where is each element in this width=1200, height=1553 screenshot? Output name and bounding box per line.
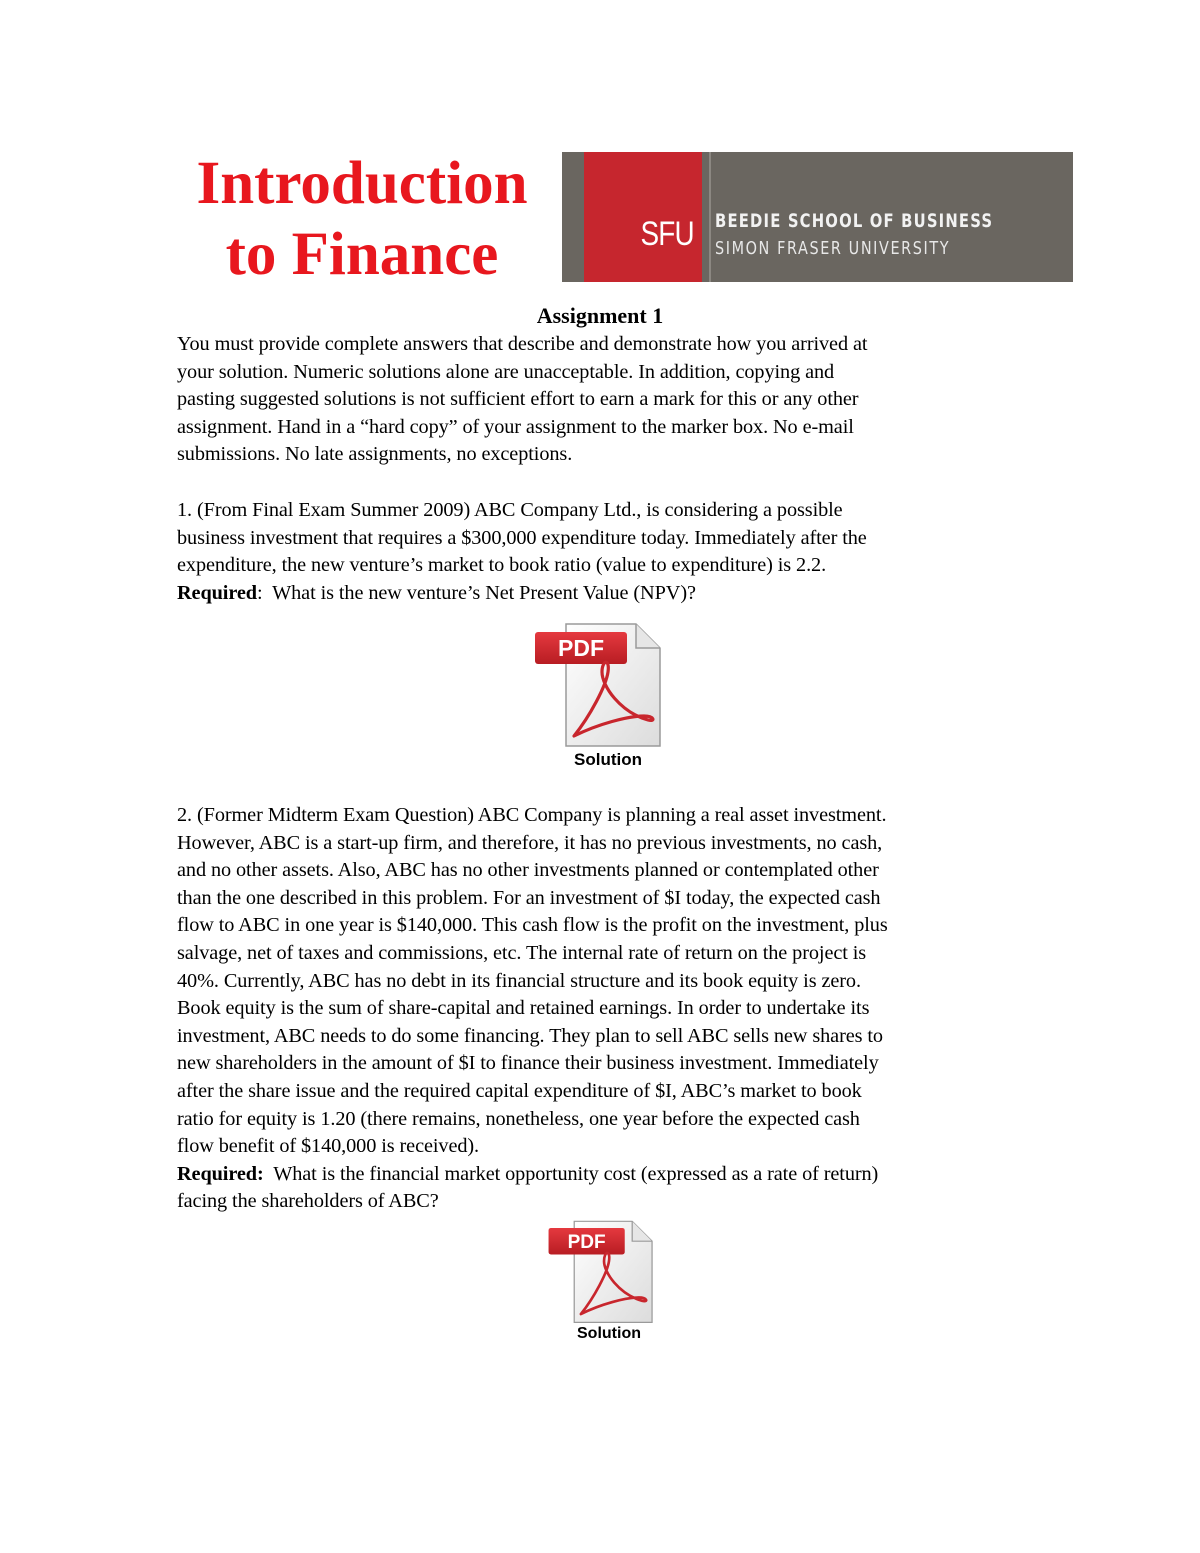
paragraph-line: business investment that requires a $300,000 expenditure today. Immediately after the: [177, 526, 867, 549]
paragraph-line: However, ABC is a start-up firm, and therefore, it has no previous investments, no cash,: [177, 831, 883, 854]
paragraph-line: new shareholders in the amount of $I to finance their business investment. Immediately: [177, 1052, 879, 1075]
logo-school-name: BEEDIE SCHOOL OF BUSINESS: [715, 210, 994, 232]
pdf-file-icon: [544, 1218, 674, 1324]
solution-2-pdf-link[interactable]: [544, 1218, 674, 1348]
logo-university-name: SIMON FRASER UNIVERSITY: [715, 238, 951, 259]
paragraph-line: assignment. Hand in a “hard copy” of your assignment to the marker box. No e-mail: [177, 415, 854, 438]
paragraph-line: investment, ABC needs to do some financing. They plan to sell ABC sells new shares to: [177, 1024, 883, 1047]
pdf-file-icon: [532, 620, 684, 748]
paragraph-line: after the share issue and the required capital expenditure of $I, ABC’s market to book: [177, 1079, 862, 1102]
paragraph-line: pasting suggested solutions is not sufficient effort to earn a mark for this or any other: [177, 388, 859, 411]
solution-2-caption: Solution: [577, 1325, 641, 1342]
paragraph-line: 40%. Currently, ABC has no debt in its financial structure and its book equity is zero.: [177, 969, 861, 992]
paragraph-line: ratio for equity is 1.20 (there remains, nonetheless, one year before the expected cash: [177, 1107, 860, 1130]
required-text: What is the financial market opportunity cost (expressed as a rate of return): [263, 1162, 879, 1185]
svg-text:PDF: PDF: [558, 635, 604, 661]
paragraph-line: flow to ABC in one year is $140,000. This cash flow is the profit on the investment, plus: [177, 914, 888, 937]
paragraph-line: facing the shareholders of ABC?: [177, 1190, 439, 1213]
question-2: [177, 802, 1037, 1216]
paragraph-line: expenditure, the new venture’s market to book ratio (value to expenditure) is 2.2.: [177, 554, 827, 577]
paragraph-line: 2. (Former Midterm Exam Question) ABC Company is planning a real asset investment.: [177, 804, 887, 826]
paragraph-line: your solution. Numeric solutions alone are unacceptable. In addition, copying and: [177, 360, 835, 383]
assignment-heading: Assignment 1: [536, 303, 664, 328]
svg-text:PDF: PDF: [567, 1231, 606, 1253]
course-title-line-1: Introduction: [196, 150, 528, 217]
paragraph-line: submissions. No late assignments, no exceptions.: [177, 443, 573, 466]
instructions-paragraph: [177, 331, 1037, 469]
required-line: [177, 580, 1037, 608]
logo-sfu-mark: SFU: [640, 215, 694, 253]
solution-1-caption: Solution: [574, 750, 642, 769]
required-text: What is the new venture’s Net Present Value (NPV)?: [262, 581, 696, 604]
required-separator: :: [256, 581, 263, 604]
course-title: [182, 148, 542, 290]
paragraph-line: than the one described in this problem. For an investment of $I today, the expected cash: [177, 886, 881, 909]
paragraph-line: 1. (From Final Exam Summer 2009) ABC Company Ltd., is considering a possible: [177, 499, 843, 521]
question-1: [177, 497, 1037, 607]
sfu-beedie-logo: [562, 152, 1073, 282]
paragraph-line: Book equity is the sum of share-capital and retained earnings. In order to undertake its: [177, 997, 870, 1020]
required-line: [177, 1161, 1037, 1189]
paragraph-line: flow benefit of $140,000 is received).: [177, 1135, 480, 1158]
required-label: Required:: [177, 1162, 264, 1185]
solution-1-pdf-link[interactable]: [532, 620, 684, 775]
paragraph-line: salvage, net of taxes and commissions, etc. The internal rate of return on the project is: [177, 941, 867, 964]
paragraph-line: You must provide complete answers that describe and demonstrate how you arrived at: [177, 333, 868, 355]
required-label: Required: [177, 581, 257, 604]
course-title-line-2: to Finance: [225, 221, 499, 288]
paragraph-line: and no other assets. Also, ABC has no other investments planned or contemplated other: [177, 859, 879, 882]
logo-divider: [709, 152, 711, 282]
